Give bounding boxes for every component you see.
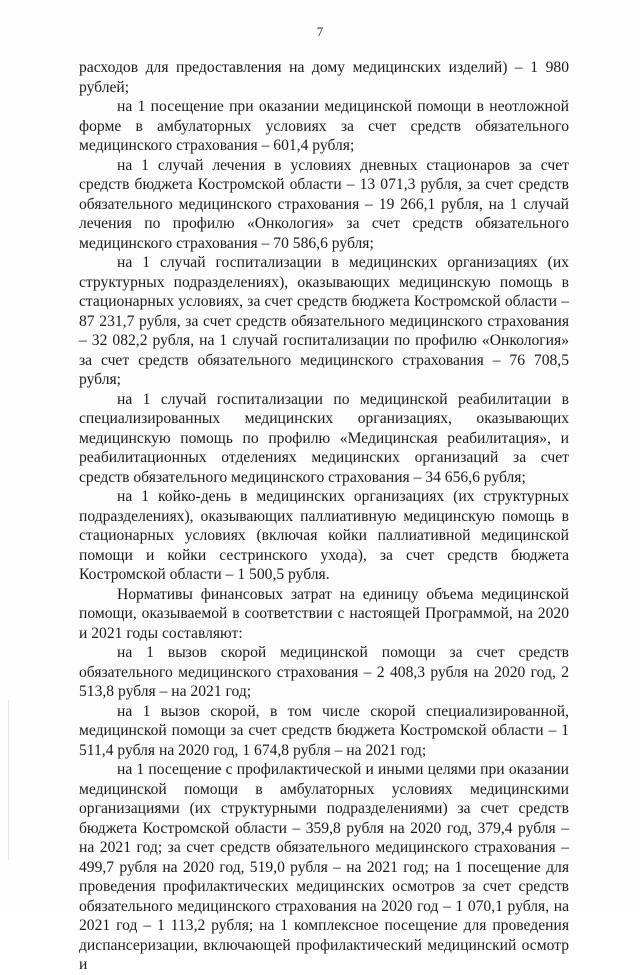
document-body — [79, 58, 569, 975]
paragraph: на 1 посещение с профилактической и иными целями при оказании медицинской помощи в амбулаторных условиях медицинскими организациями (их структурными подразделениями) за счет средств бюджета Костромской области – 359,8 рубля на 2020 год, 379,4 рубля – на 2021 год; за счет средств обязательного медицинского страхования – 499,7 рубля на 2020 год, 519,0 рубля – на 2021 год; на 1 посещение для проведения профилактических медицинских осмотров за счет средств обязательного медицинского страхования на 2020 год – 1 070,1 рубля, на 2021 год – 1 113,2 рубля; на 1 комплексное посещение для проведения диспансеризации, включающей профилактический медицинский осмотр и — [79, 761, 569, 973]
page-number: 7 — [316, 24, 324, 39]
paragraph: расходов для предоставления на дому медицинских изделий) – 1 980 рублей; — [79, 59, 569, 96]
paragraph: на 1 случай госпитализации в медицинских организациях (их структурных подразделениях), оказывающих медицинскую помощь в стационарных условиях, за счет средств бюджета Костромской области – 87 231,7 рубля, за счет средств обязательного медицинского страхования – 32 082,2 рубля, на 1 случай госпитализации по профилю «Онкология» за счет средств обязательного медицинского страхования – 76 708,5 рубля; — [79, 254, 569, 388]
paragraph: Нормативы финансовых затрат на единицу объема медицинской помощи, оказываемой в соответствии с настоящей Программой, на 2020 и 2021 годы составляют: — [79, 585, 569, 642]
scan-margin-line — [8, 700, 9, 860]
paragraph: на 1 койко-день в медицинских организациях (их структурных подразделениях), оказывающих паллиативную медицинскую помощь в стационарных условиях (включая койки паллиативной медицинской помощи и койки сестринского ухода), за счет средств бюджета Костромской области – 1 500,5 рубля. — [79, 488, 569, 583]
paragraph: на 1 вызов скорой медицинской помощи за счет средств обязательного медицинского страхования – 2 408,3 рубля на 2020 год, 2 513,8 рубля – на 2021 год; — [79, 644, 569, 700]
paragraph: на 1 посещение при оказании медицинской помощи в неотложной форме в амбулаторных условиях за счет средств обязательного медицинского страхования – 601,4 рубля; — [79, 98, 569, 154]
paragraph: на 1 случай лечения в условиях дневных стационаров за счет средств бюджета Костромской области – 13 071,3 рубля, за счет средств обязательного медицинского страхования – 19 266,1 рубля, на 1 случай лечения по профилю «Онкология» за счет средств обязательного медицинского страхования – 70 586,6 рубля; — [79, 156, 569, 252]
paragraph: на 1 случай госпитализации по медицинской реабилитации в специализированных медицинских организациях, оказывающих медицинскую помощь по профилю «Медицинская реабилитация», и реабилитационных отделениях медицинских организаций за счет средств обязательного медицинского страхования – 34 656,6 рубля; — [79, 390, 569, 486]
paragraph: на 1 вызов скорой, в том числе скорой специализированной, медицинской помощи за счет средств бюджета Костромской области – 1 511,4 рубля на 2020 год, 1 674,8 рубля – на 2021 год; — [79, 702, 569, 759]
